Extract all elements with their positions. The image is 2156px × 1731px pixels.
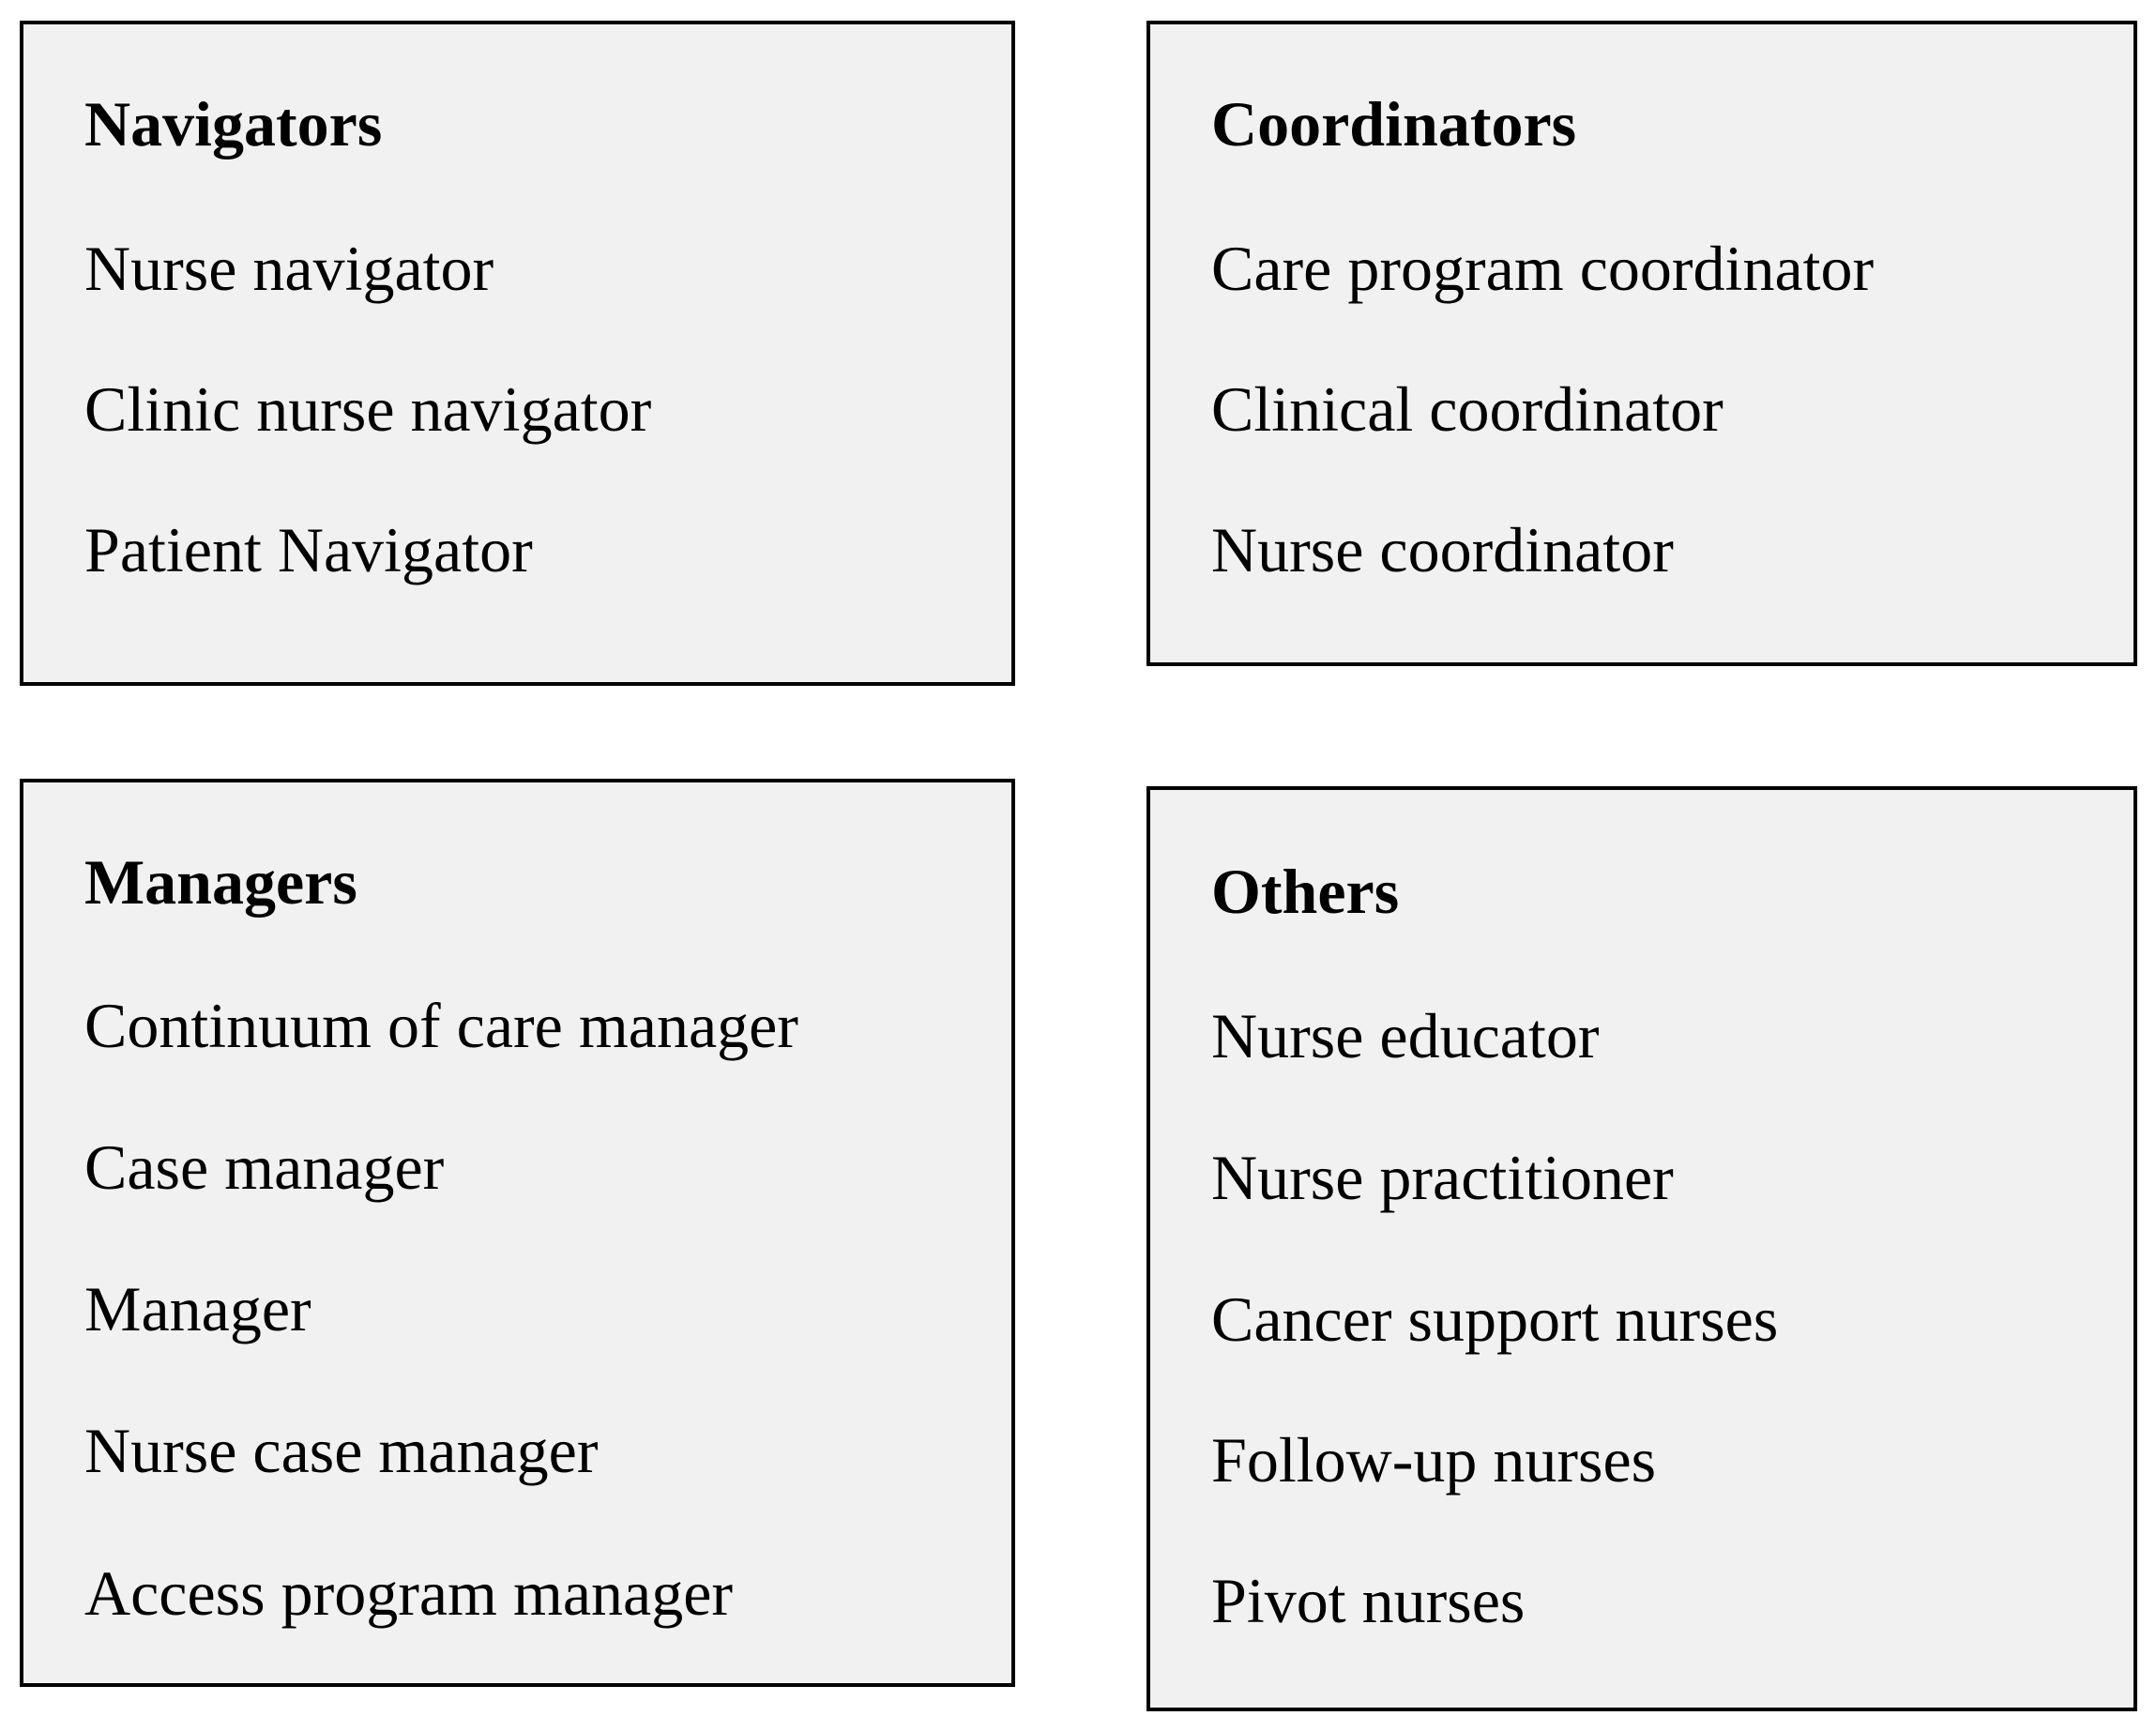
list-item: Clinic nurse navigator (84, 373, 652, 445)
others-box (1146, 786, 2137, 1711)
managers-heading: Managers (84, 846, 357, 918)
list-item: Clinical coordinator (1211, 373, 1723, 445)
list-item: Nurse navigator (84, 233, 494, 304)
navigators-box (20, 21, 1015, 686)
list-item: Case manager (84, 1131, 445, 1203)
list-item: Nurse coordinator (1211, 514, 1674, 585)
list-item: Nurse practitioner (1211, 1142, 1674, 1213)
others-heading: Others (1211, 856, 1400, 927)
list-item: Care program coordinator (1211, 233, 1875, 304)
list-item: Nurse educator (1211, 1000, 1600, 1071)
list-item: Access program manager (84, 1557, 734, 1629)
list-item: Nurse case manager (84, 1415, 599, 1486)
list-item: Continuum of care manager (84, 990, 798, 1061)
coordinators-box (1146, 21, 2137, 666)
list-item: Cancer support nurses (1211, 1283, 1779, 1355)
list-item: Patient Navigator (84, 514, 533, 585)
coordinators-heading: Coordinators (1211, 88, 1577, 159)
list-item: Manager (84, 1273, 311, 1344)
managers-box (20, 779, 1015, 1687)
list-item: Follow-up nurses (1211, 1424, 1657, 1496)
list-item: Pivot nurses (1211, 1565, 1526, 1636)
navigators-heading: Navigators (84, 88, 383, 159)
